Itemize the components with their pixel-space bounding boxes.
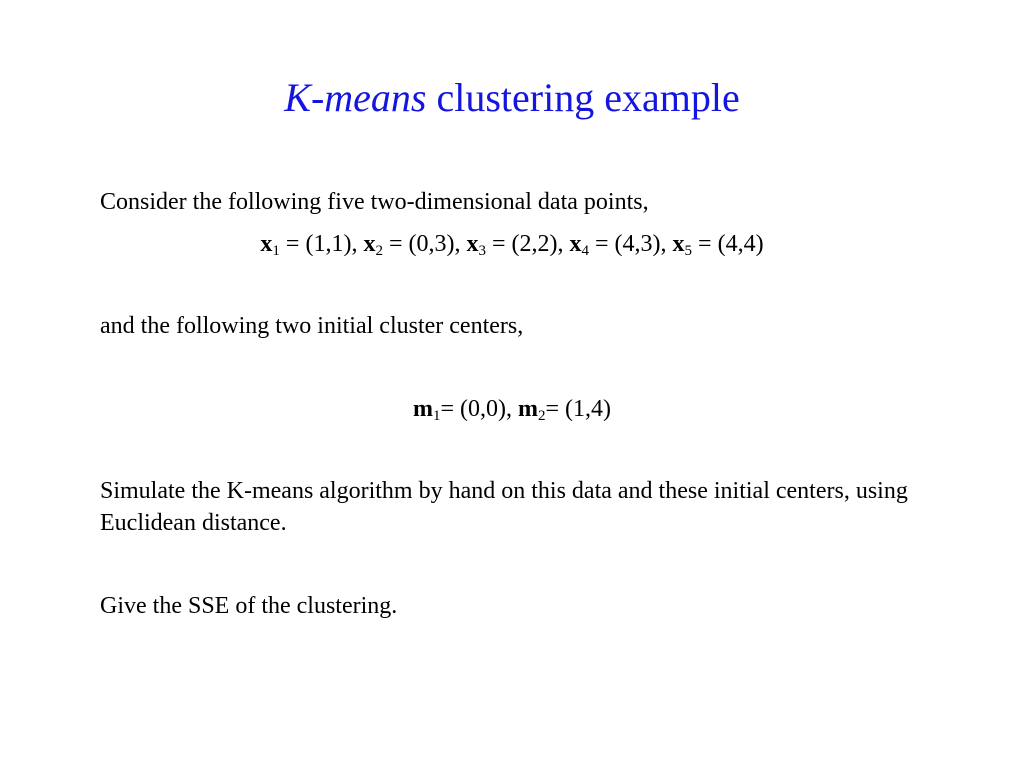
data-points-line: [0, 228, 1024, 260]
point-x1: $x_1 = (1,1)$,: [260, 231, 364, 259]
title-rest: clustering example: [426, 75, 740, 120]
centers-intro-text: and the following two initial cluster centers,: [100, 313, 524, 339]
intro-text: Consider the following five two-dimensional data points,: [100, 189, 649, 215]
center-m2: $m_2= (1,4)$: [518, 396, 612, 424]
slide-title: [0, 70, 1024, 126]
center-m1: $m_1= (0,0)$,: [412, 396, 518, 424]
point-x4: $x_4 = (4,3)$,: [569, 231, 673, 259]
cluster-centers-line: [0, 393, 1024, 425]
title-italic: K-means: [284, 75, 427, 120]
point-x3: $x_3 = (2,2)$,: [466, 231, 570, 259]
task-text: Simulate the K-means algorithm by hand on this data and these initial centers, using Euclidean distance.: [100, 478, 908, 536]
point-x2: $x_2 = (0,3)$,: [363, 231, 467, 259]
point-x5: $x_5 = (4,4)$: [672, 231, 764, 259]
question-text: Give the SSE of the clustering.: [100, 593, 398, 619]
